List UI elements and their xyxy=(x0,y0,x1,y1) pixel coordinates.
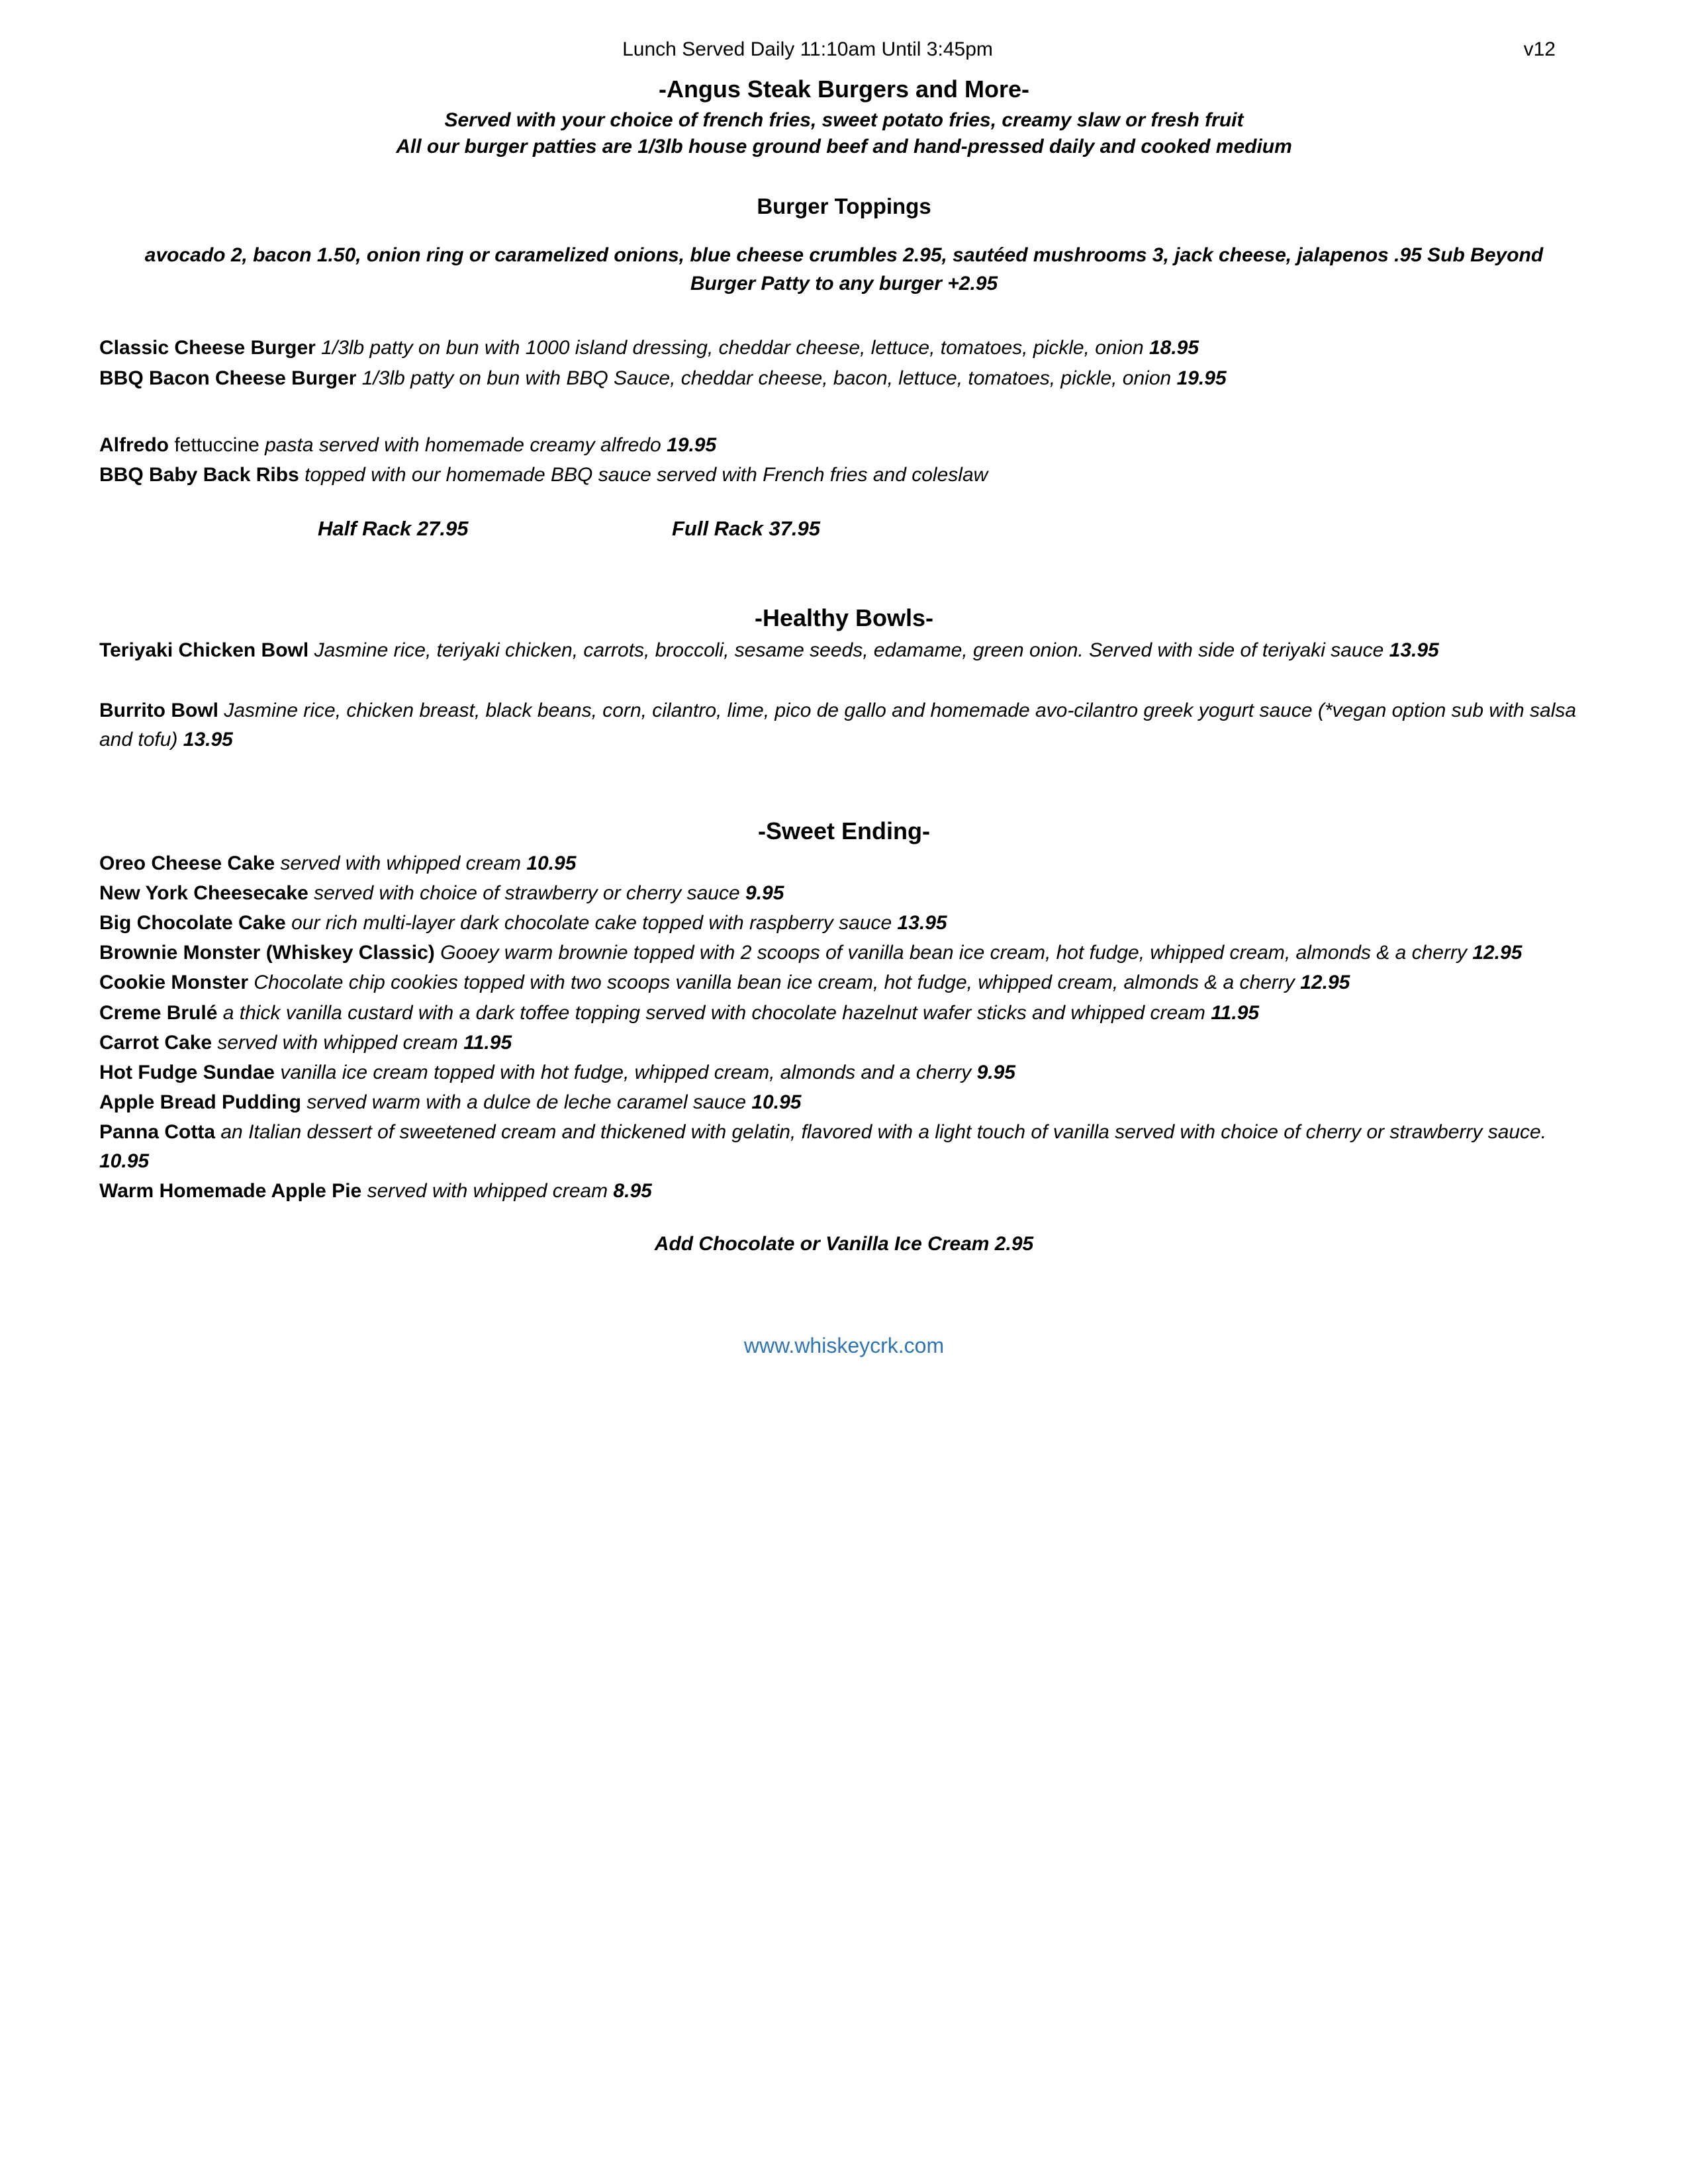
section-title-sweet-ending: -Sweet Ending- xyxy=(758,817,930,844)
item-name: Big Chocolate Cake xyxy=(99,912,286,934)
item-desc: Chocolate chip cookies topped with two scoops vanilla bean ice cream, hot fudge, whipped cream, almonds & a cherry xyxy=(254,972,1295,994)
item-price: 8.95 xyxy=(613,1179,652,1202)
item-name: Brownie Monster (Whiskey Classic) xyxy=(99,942,435,964)
item-name: Cookie Monster xyxy=(99,972,249,994)
bowls-items-list xyxy=(99,636,1589,754)
item-desc: 1/3lb patty on bun with BBQ Sauce, cheddar cheese, bacon, lettuce, tomatoes, pickle, onion xyxy=(361,367,1172,389)
menu-item xyxy=(99,636,1589,664)
item-price: 11.95 xyxy=(463,1031,512,1054)
burgers-subtitle-line2: All our burger patties are 1/3lb house ground beef and hand-pressed daily and cooked medium xyxy=(396,135,1292,158)
spacer xyxy=(99,666,1589,696)
menu-item xyxy=(99,909,1589,937)
item-name: Warm Homemade Apple Pie xyxy=(99,1179,362,1202)
menu-item xyxy=(99,1088,1589,1116)
item-price: 13.95 xyxy=(1389,639,1439,662)
item-price: 10.95 xyxy=(751,1091,802,1114)
section-title-burgers: -Angus Steak Burgers and More- xyxy=(658,75,1030,103)
item-desc: served warm with a dulce de leche caramel sauce xyxy=(306,1091,747,1114)
rib-rack-prices xyxy=(99,517,1589,541)
burger-items-list xyxy=(99,334,1589,541)
add-ice-cream-note: Add Chocolate or Vanilla Ice Cream 2.95 xyxy=(654,1232,1034,1255)
menu-item xyxy=(99,968,1589,997)
item-name: Teriyaki Chicken Bowl xyxy=(99,639,309,662)
item-price: 13.95 xyxy=(183,728,233,751)
item-price: 10.95 xyxy=(99,1150,150,1172)
item-name: BBQ Baby Back Ribs xyxy=(99,463,299,486)
footer-website[interactable] xyxy=(99,1334,1589,1358)
dessert-items-list xyxy=(99,849,1589,1205)
item-desc: a thick vanilla custard with a dark toffee topping served with chocolate hazelnut wafer sticks and whipped cream xyxy=(222,1001,1205,1024)
item-desc-plain: fettuccine xyxy=(174,433,259,456)
item-name: Alfredo xyxy=(99,433,169,456)
item-desc: our rich multi-layer dark chocolate cake topped with raspberry sauce xyxy=(291,912,892,934)
menu-item xyxy=(99,879,1589,907)
menu-item xyxy=(99,1058,1589,1087)
item-price: 12.95 xyxy=(1300,972,1350,994)
item-name: Carrot Cake xyxy=(99,1031,212,1054)
item-price: 9.95 xyxy=(976,1062,1015,1083)
item-desc: Jasmine rice, chicken breast, black beans, corn, cilantro, lime, pico de gallo and homemade avo-cilantro greek yogurt sauce (*vegan option sub with salsa and tofu) xyxy=(99,700,1577,751)
half-rack-price: Half Rack 27.95 xyxy=(318,517,469,541)
menu-item xyxy=(99,1177,1589,1205)
burger-toppings-heading: Burger Toppings xyxy=(757,194,931,219)
menu-item xyxy=(99,1118,1589,1175)
menu-item xyxy=(99,431,1589,459)
item-price: 11.95 xyxy=(1211,1001,1260,1024)
header-version: v12 xyxy=(1523,38,1556,60)
item-price: 12.95 xyxy=(1472,942,1523,964)
item-price: 13.95 xyxy=(897,912,947,934)
menu-item xyxy=(99,999,1589,1027)
menu-item xyxy=(99,1028,1589,1057)
item-name: Apple Bread Pudding xyxy=(99,1091,302,1114)
item-desc: served with choice of strawberry or cherry sauce xyxy=(314,882,740,904)
item-price: 10.95 xyxy=(526,852,577,874)
burgers-subtitle-line1: Served with your choice of french fries, sweet potato fries, creamy slaw or fresh fruit xyxy=(444,109,1244,131)
full-rack-price: Full Rack 37.95 xyxy=(672,517,821,541)
menu-item xyxy=(99,849,1589,878)
item-price: 19.95 xyxy=(667,433,717,456)
item-desc: an Italian dessert of sweetened cream and thickened with gelatin, flavored with a light touch of vanilla served with choice of cherry or strawberry sauce. xyxy=(220,1121,1547,1144)
menu-item xyxy=(99,461,1589,489)
item-name: Oreo Cheese Cake xyxy=(99,852,275,874)
item-name: Hot Fudge Sundae xyxy=(99,1062,275,1083)
spacer xyxy=(99,394,1589,431)
section-title-healthy-bowls: -Healthy Bowls- xyxy=(754,604,934,632)
item-name: BBQ Bacon Cheese Burger xyxy=(99,367,357,389)
menu-item xyxy=(99,938,1589,967)
item-desc: served with whipped cream xyxy=(217,1031,458,1054)
item-desc: served with whipped cream xyxy=(280,852,521,874)
item-name: Classic Cheese Burger xyxy=(99,337,316,359)
item-desc: 1/3lb patty on bun with 1000 island dressing, cheddar cheese, lettuce, tomatoes, pickle, onion xyxy=(321,337,1144,359)
header-hours: Lunch Served Daily 11:10am Until 3:45pm xyxy=(622,38,993,60)
item-desc: Gooey warm brownie topped with 2 scoops of vanilla bean ice cream, hot fudge, whipped cream, almonds & a cherry xyxy=(440,942,1467,964)
item-name: Panna Cotta xyxy=(99,1121,216,1144)
menu-item xyxy=(99,334,1589,362)
item-name: Burrito Bowl xyxy=(99,700,218,722)
menu-item xyxy=(99,364,1589,392)
item-desc: topped with our homemade BBQ sauce served with French fries and coleslaw xyxy=(305,463,988,486)
item-name: Creme Brulé xyxy=(99,1001,218,1024)
item-price: 9.95 xyxy=(745,882,784,904)
item-price: 19.95 xyxy=(1176,367,1227,389)
burger-toppings-body: avocado 2, bacon 1.50, onion ring or caramelized onions, blue cheese crumbles 2.95, sautéed mushrooms 3, jack cheese, jalapenos .95 Sub Beyond Burger Patty to any burger +2.95 xyxy=(144,244,1544,295)
item-desc: Jasmine rice, teriyaki chicken, carrots, broccoli, sesame seeds, edamame, green onion. Served with side of teriyaki sauce xyxy=(314,639,1384,662)
item-name: New York Cheesecake xyxy=(99,882,308,904)
page-header xyxy=(99,38,1589,61)
menu-item xyxy=(99,696,1589,753)
item-desc: pasta served with homemade creamy alfredo xyxy=(265,433,661,456)
website-link[interactable]: www.whiskeycrk.com xyxy=(743,1333,945,1357)
item-price: 18.95 xyxy=(1149,337,1199,359)
item-desc: served with whipped cream xyxy=(367,1179,608,1202)
item-desc: vanilla ice cream topped with hot fudge, whipped cream, almonds and a cherry xyxy=(280,1062,972,1083)
